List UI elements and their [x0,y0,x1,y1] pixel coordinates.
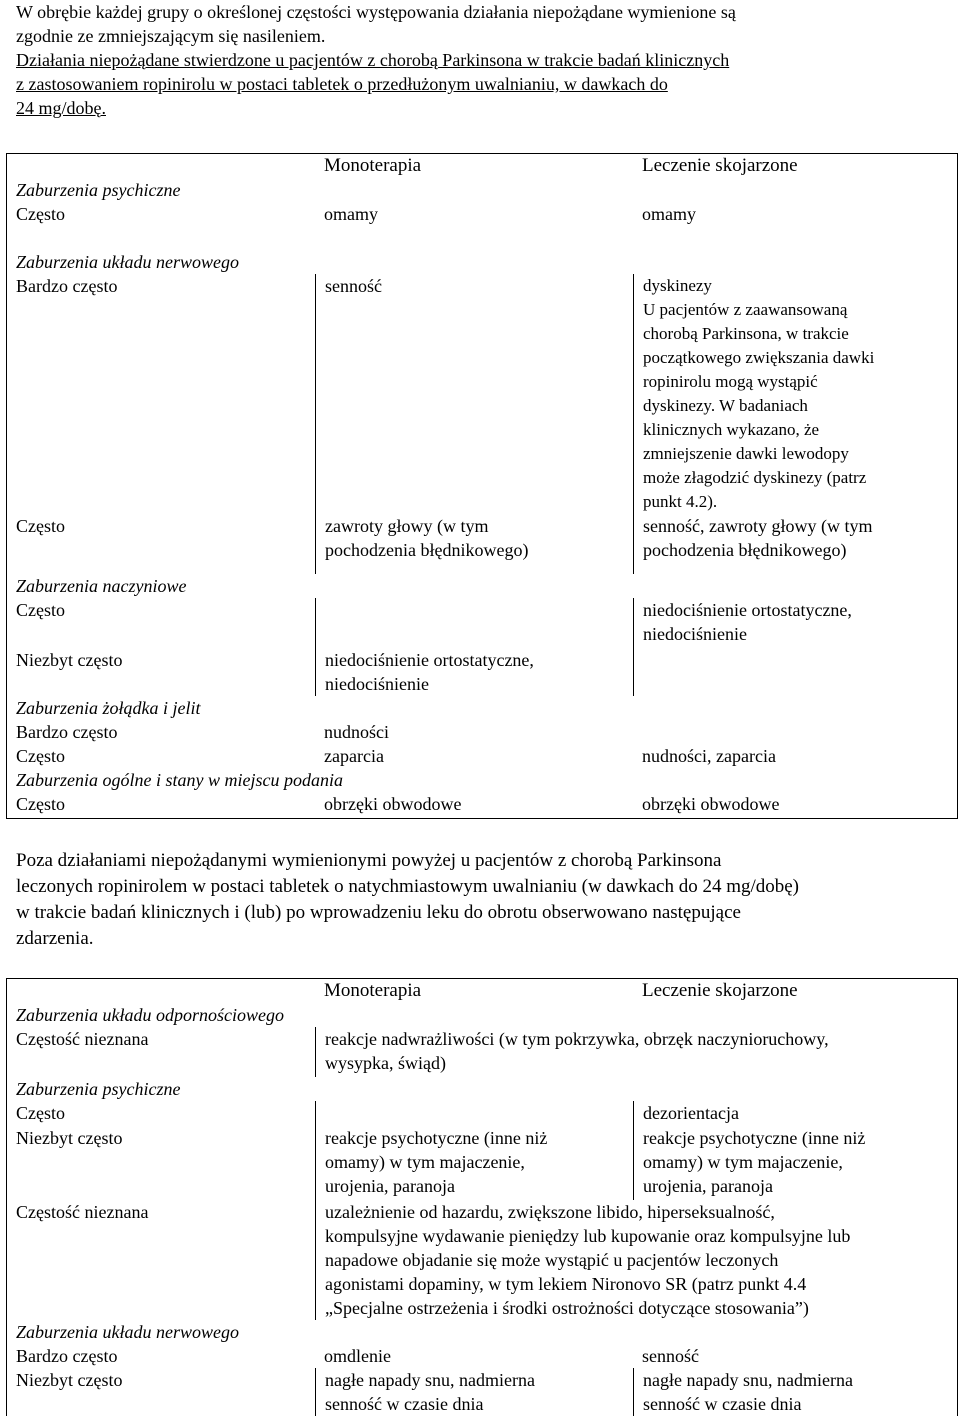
combination-cell: nudności, zaparcia [642,746,776,766]
frequency-cell: Częstość nieznana [16,1029,149,1049]
group-label: Zaburzenia żołądka i jelit [16,698,201,718]
monotherapy-cell: nudności [324,722,389,742]
frequency-cell: Częstość nieznana [16,1202,149,1222]
table-row [7,1101,957,1126]
monotherapy-cell: omamy [324,204,378,224]
intro-line: z zastosowaniem ropinirolu w postaci tabletek o przedłużonym uwalnianiu, w dawkach do [16,74,668,94]
monotherapy-cell: obrzęki obwodowe [324,794,462,814]
merged-cell: reakcje nadwrażliwości (w tym pokrzywka, obrzęk naczynioruchowy, wysypka, świąd) [315,1027,957,1077]
frequency-cell: Niezbyt często [16,1128,123,1148]
combination-cell: omamy [642,204,696,224]
frequency-cell: Niezbyt często [16,1370,123,1390]
frequency-cell: Często [16,1103,65,1123]
table-row [7,1368,957,1416]
combination-cell: senność, zawroty głowy (w tym pochodzenia błędnikowego) [633,514,957,574]
monotherapy-cell: zaparcia [324,746,384,766]
intro-line: zgodnie ze zmniejszającym się nasileniem. [16,26,326,46]
group-row [7,696,957,720]
group-row [7,1003,957,1027]
group-label: Zaburzenia układu nerwowego [16,252,239,272]
table-row [7,1200,957,1320]
combination-cell: dezorientacja [633,1101,957,1126]
table-row [7,792,957,818]
combination-cell: niedociśnienie ortostatyczne, niedociśnienie [633,598,957,648]
table-header-row [7,154,957,178]
middle-line: w trakcie badań klinicznych i (lub) po wprowadzeniu leku do obrotu obserwowano następujące [16,902,741,923]
intro-paragraph [16,0,946,120]
table-row [7,648,957,696]
combination-cell: nagłe napady snu, nadmierna senność w czasie dnia [633,1368,957,1416]
middle-line: leczonych ropinirolem w postaci tabletek o natychmiastowym uwalnianiu (w dawkach do 24 mg/dobę) [16,876,800,897]
header-combination: Leczenie skojarzone [642,155,798,176]
frequency-cell: Często [16,204,65,224]
monotherapy-cell [315,1101,633,1126]
frequency-cell: Często [16,794,65,814]
table-row [7,202,957,250]
table-row [7,598,957,648]
group-row [7,1320,957,1344]
monotherapy-cell: nagłe napady snu, nadmierna senność w czasie dnia [315,1368,633,1416]
table-row [7,274,957,514]
table-row [7,514,957,574]
intro-line: W obrębie każdej grupy o określonej częstości występowania działania niepożądane wymienione są [16,2,736,22]
monotherapy-cell: reakcje psychotyczne (inne niż omamy) w tym majaczenie, urojenia, paranoja [315,1126,633,1200]
middle-paragraph [16,848,946,952]
group-row [7,178,957,202]
group-row [7,768,957,792]
adverse-effects-table-er [6,153,958,819]
monotherapy-cell: zawroty głowy (w tym pochodzenia błędnikowego) [315,514,633,574]
combination-cell [633,648,957,696]
table-row [7,720,957,744]
combination-cell: reakcje psychotyczne (inne niż omamy) w tym majaczenie, urojenia, paranoja [633,1126,957,1200]
frequency-cell: Bardzo często [16,276,118,296]
intro-line: Działania niepożądane stwierdzone u pacjentów z chorobą Parkinsona w trakcie badań klinicznych [16,50,730,70]
monotherapy-cell: senność [315,274,633,514]
combination-cell: dyskinezy U pacjentów z zaawansowaną chorobą Parkinsona, w trakcie początkowego zwiększania dawki ropinirolu mogą wystąpić dyskinezy. W badaniach klinicznych wykazano, że zmniejszenie dawki lewodopy może złagodzić dyskinezy (patrz punkt 4.2). [633,274,957,514]
group-row [7,1077,957,1101]
group-label: Zaburzenia naczyniowe [16,576,187,596]
header-combination: Leczenie skojarzone [642,980,798,1001]
group-label: Zaburzenia ogólne i stany w miejscu podania [16,770,343,790]
monotherapy-cell [315,598,633,648]
frequency-cell: Często [16,746,65,766]
group-row [7,574,957,598]
middle-line: Poza działaniami niepożądanymi wymienionymi powyżej u pacjentów z chorobą Parkinsona [16,850,722,871]
intro-line: 24 mg/dobę. [16,98,106,118]
group-label: Zaburzenia psychiczne [16,1079,181,1099]
frequency-cell: Niezbyt często [16,650,123,670]
adverse-effects-table-ir [6,978,958,1416]
combination-cell: senność [642,1346,699,1366]
monotherapy-cell: omdlenie [324,1346,391,1366]
merged-cell: uzależnienie od hazardu, zwiększone libido, hiperseksualność, kompulsyjne wydawanie pieniędzy lub kupowanie oraz kompulsyjne lub napadowe objadanie się może wystąpić u pacjentów leczonych agonistami dopaminy, w tym lekiem Nironovo SR (patrz punkt 4.4 „Specjalne ostrzeżenia i środki ostrożności dotyczące stosowania”) [315,1200,957,1320]
frequency-cell: Często [16,516,65,536]
monotherapy-cell: niedociśnienie ortostatyczne, niedociśnienie [315,648,633,696]
table-row [7,1344,957,1368]
group-label: Zaburzenia układu nerwowego [16,1322,239,1342]
frequency-cell: Bardzo często [16,1346,118,1366]
combination-cell [633,720,957,744]
group-label: Zaburzenia psychiczne [16,180,181,200]
header-monotherapy: Monoterapia [324,980,422,1001]
table-row [7,1027,957,1077]
header-monotherapy: Monoterapia [324,155,422,176]
table-row [7,744,957,768]
combination-cell: obrzęki obwodowe [642,794,780,814]
table-row [7,1126,957,1200]
group-label: Zaburzenia układu odpornościowego [16,1005,284,1025]
frequency-cell: Często [16,600,65,620]
group-row [7,250,957,274]
middle-line: zdarzenia. [16,928,94,949]
table-header-row [7,979,957,1003]
frequency-cell: Bardzo często [16,722,118,742]
